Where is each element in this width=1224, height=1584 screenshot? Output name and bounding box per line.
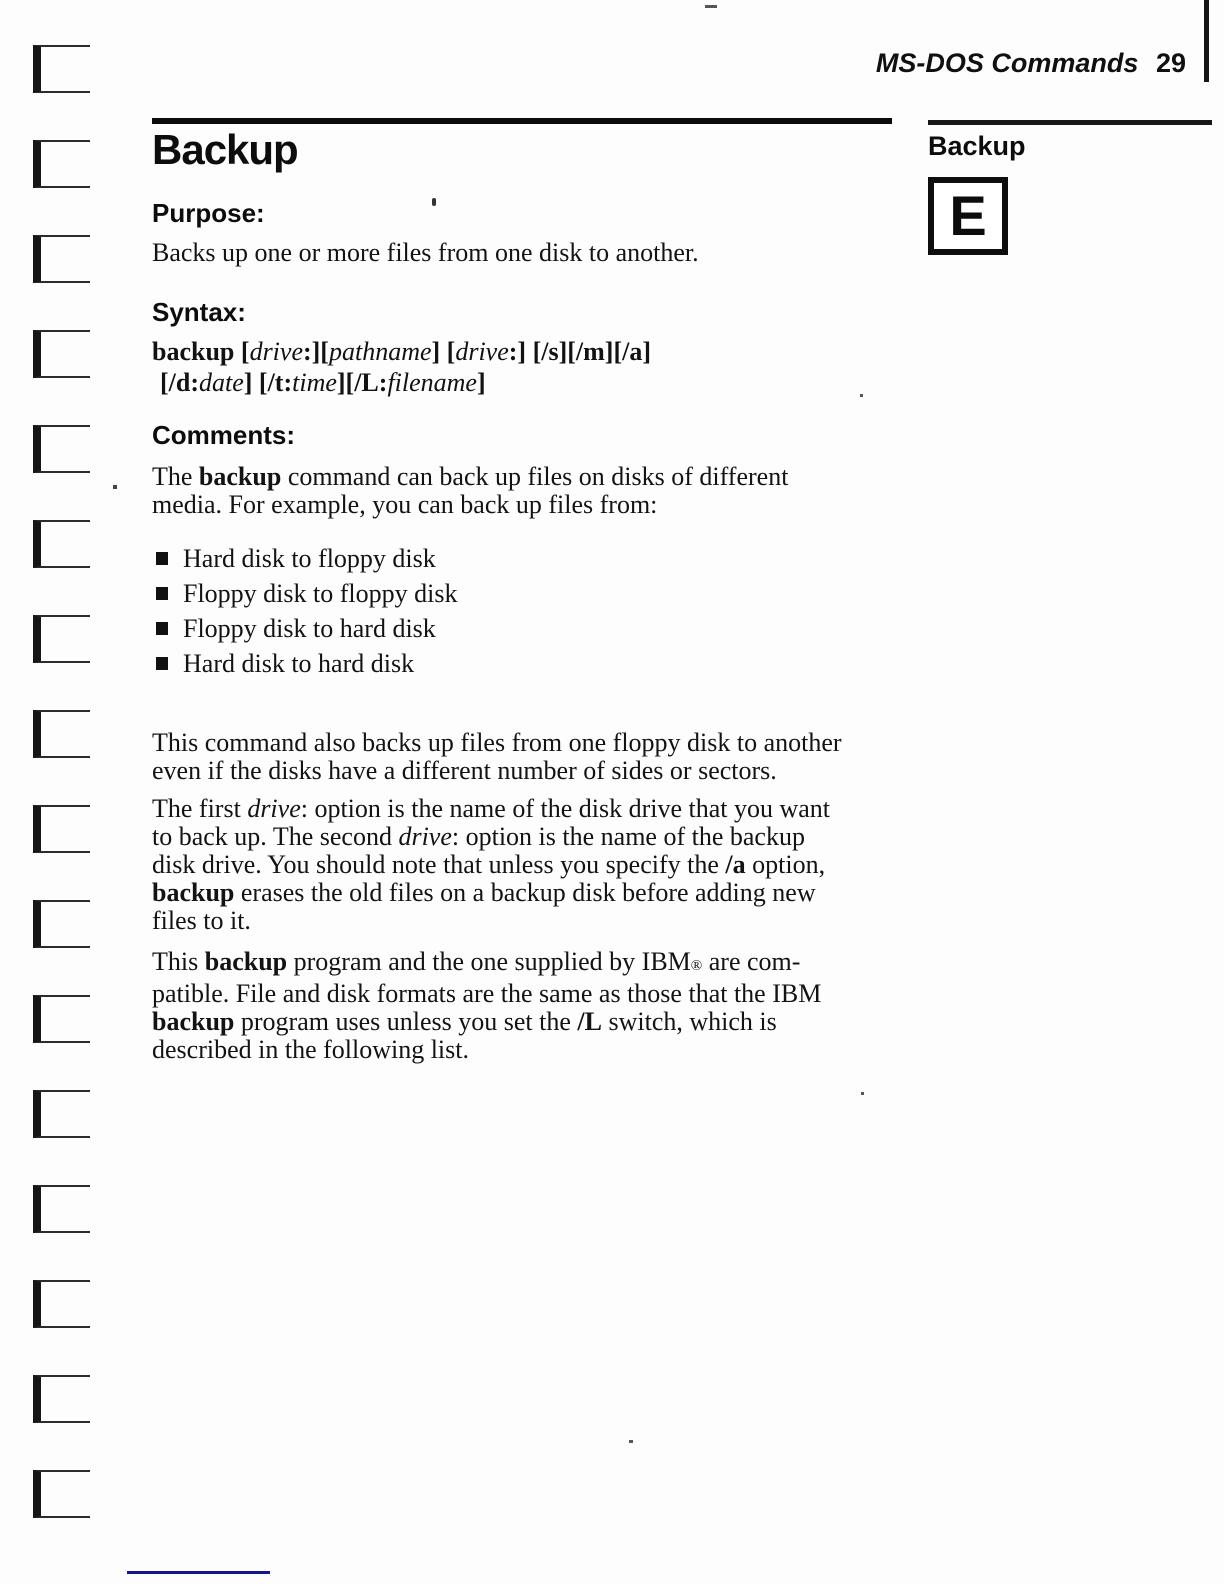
binding-mark (33, 1280, 90, 1328)
list-item (156, 646, 892, 681)
main-column (152, 118, 892, 1064)
binding-mark (33, 900, 90, 948)
title-rule (152, 118, 892, 124)
header-title: MS-DOS Commands (875, 48, 1139, 78)
command-title: Backup (152, 126, 298, 173)
scan-speck (432, 198, 436, 206)
page-edge-line (1204, 0, 1209, 82)
scan-speck (861, 1092, 864, 1095)
binding-mark (33, 520, 90, 568)
scan-speck (705, 5, 717, 8)
sidebar (928, 120, 1212, 255)
binding-mark (33, 1375, 90, 1423)
binding-mark (33, 710, 90, 758)
section-tab-letter: E (949, 184, 987, 247)
comments-paragraph-2: This command also backs up files from one floppy disk to another even if the disks have a different number of sides or sectors. (152, 728, 842, 785)
list-item (156, 611, 892, 646)
binding-mark (33, 1090, 90, 1138)
binding-mark (33, 235, 90, 283)
binding-mark (33, 140, 90, 188)
binding-mark (33, 615, 90, 663)
scan-speck (860, 394, 863, 397)
comments-paragraph-4: This backup program and the one supplied by IBM® are com- patible. File and disk formats are the same as those that the IBM backup program uses unless you set the /L switch, which is described in the following list. (152, 947, 822, 1064)
binding-mark (33, 805, 90, 853)
binding-mark (33, 995, 90, 1043)
binding-mark (33, 1470, 90, 1518)
syntax-line-1: backup [drive:][pathname] [drive:] [/s][/m][/a] (152, 337, 651, 366)
syntax-line-2: [/d:date] [/t:time][/L:filename] (160, 368, 486, 397)
page-header (600, 48, 1186, 79)
comments-heading: Comments: (152, 420, 296, 450)
sidebar-rule (928, 120, 1212, 125)
bullet-square-icon (156, 657, 168, 670)
sidebar-command-label: Backup (928, 131, 1026, 161)
comments-paragraph-3: The first drive: option is the name of the disk drive that you want to back up. The second drive: option is the name of the backup disk drive. You should note that unless you specify the /a option, backup erases the old files on a backup disk before adding new files to it. (152, 794, 831, 935)
syntax-block (152, 336, 892, 398)
list-item-label: Floppy disk to floppy disk (183, 578, 458, 608)
bullet-square-icon (156, 552, 168, 565)
binding-mark (33, 330, 90, 378)
purpose-body: Backs up one or more files from one disk to another. (152, 238, 699, 267)
scan-speck (629, 1440, 633, 1443)
binding-mark (33, 1185, 90, 1233)
list-item (156, 576, 892, 611)
comments-paragraph-1: The backup command can back up files on disks of different media. For example, you can back up files from: (152, 462, 789, 519)
page-number: 29 (1155, 48, 1186, 78)
binding-mark (33, 45, 90, 93)
section-tab-box (928, 177, 1008, 255)
bullet-square-icon (156, 622, 168, 635)
list-item (156, 541, 892, 576)
list-item-label: Floppy disk to hard disk (183, 613, 436, 643)
footer-line (127, 1571, 270, 1574)
list-item-label: Hard disk to floppy disk (183, 543, 436, 573)
purpose-heading: Purpose: (152, 198, 265, 228)
scan-speck (113, 485, 117, 489)
backup-media-list (152, 541, 892, 681)
binding-mark (33, 425, 90, 473)
syntax-heading: Syntax: (152, 297, 246, 327)
bullet-square-icon (156, 587, 168, 600)
list-item-label: Hard disk to hard disk (183, 648, 415, 678)
